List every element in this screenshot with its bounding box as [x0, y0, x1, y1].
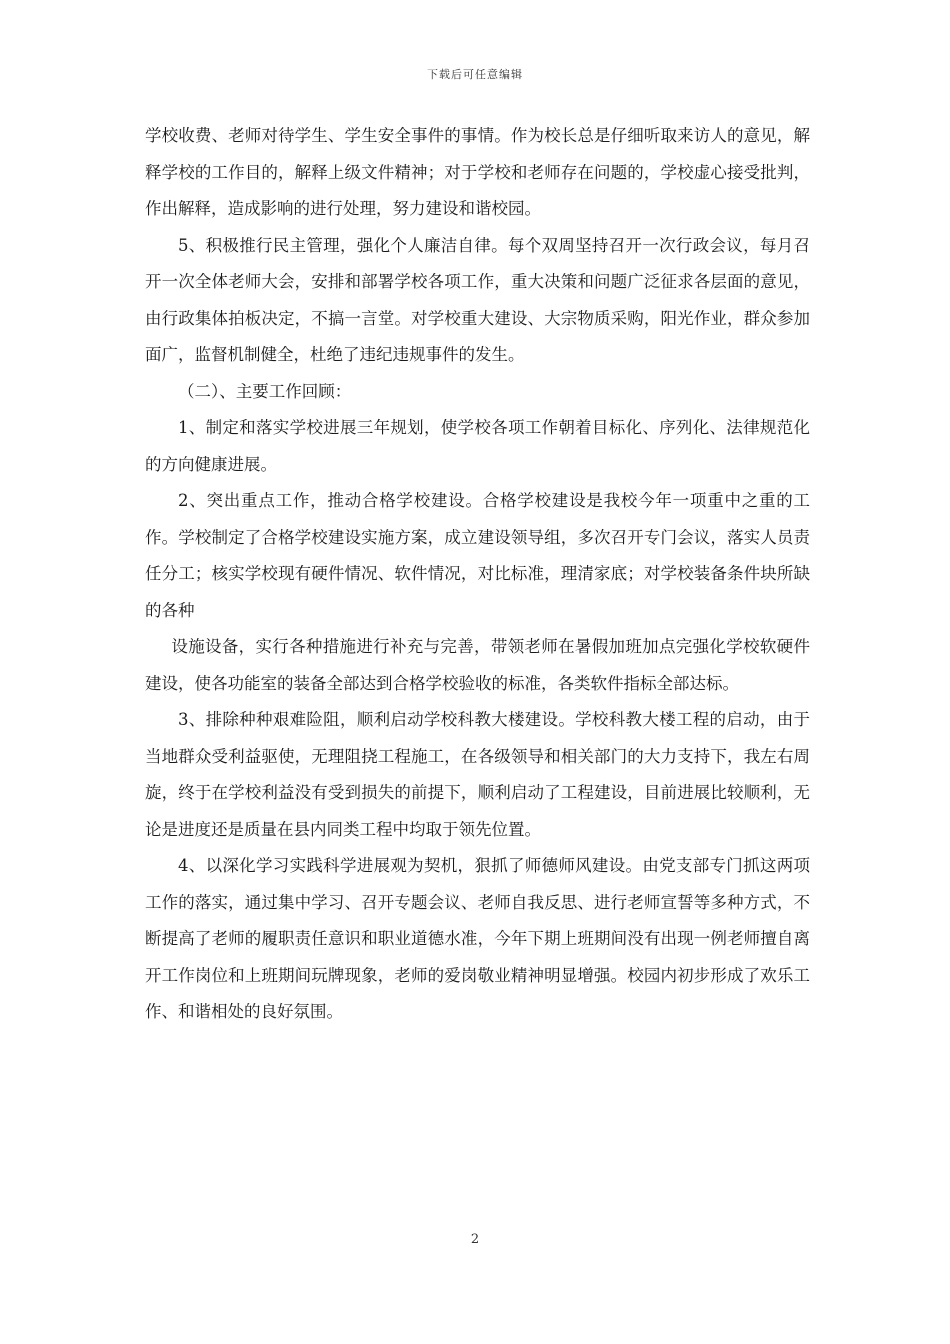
document-body — [145, 118, 810, 1031]
page-header: 下载后可任意编辑 — [427, 68, 523, 81]
paragraph-item-5: 5、积极推行民主管理，强化个人廉洁自律。每个双周坚持召开一次行政会议，每月召开一次全体老师大会，安排和部署学校各项工作，重大决策和问题广泛征求各层面的意见，由行政集体拍板决定，不搞一言堂。对学校重大建设、大宗物质采购，阳光作业，群众参加面广，监督机制健全，杜绝了违纪违规事件的发生。 — [145, 235, 810, 364]
paragraph-item-3: 3、排除种种艰难险阻，顺利启动学校科教大楼建设。学校科教大楼工程的启动，由于当地群众受利益驱使，无理阻挠工程施工，在各级领导和相关部门的大力支持下，我左右周旋，终于在学校利益没有受到损失的前提下，顺利启动了工程建设，目前进展比较顺利，无论是进度还是质量在县内同类工程中均取于领先位置。 — [145, 710, 810, 839]
page-number: 2 — [470, 1232, 480, 1247]
section-heading-2: （二）、主要工作回顾： — [178, 381, 352, 401]
paragraph-continuation: 学校收费、老师对待学生、学生安全事件的事情。作为校长总是仔细听取来访人的意见，解释学校的工作目的，解释上级文件精神；对于学校和老师存在问题的，学校虚心接受批判，作出解释，造成影响的进行处理，努力建设和谐校园。 — [145, 126, 810, 218]
paragraph-item-2-continued: 设施设备，实行各种措施进行补充与完善，带领老师在暑假加班加点完强化学校软硬件建设，使各功能室的装备全部达到合格学校验收的标准，各类软件指标全部达标。 — [145, 637, 810, 693]
paragraph-item-2: 2、突出重点工作，推动合格学校建设。合格学校建设是我校今年一项重中之重的工作。学校制定了合格学校建设实施方案，成立建设领导组，多次召开专门会议，落实人员责任分工；核实学校现有硬件情况、软件情况，对比标准，理清家底；对学校装备条件块所缺的各种 — [145, 491, 810, 620]
paragraph-item-1: 1、制定和落实学校进展三年规划，使学校各项工作朝着目标化、序列化、法律规范化的方向健康进展。 — [145, 418, 810, 474]
paragraph-item-4: 4、以深化学习实践科学进展观为契机，狠抓了师德师风建设。由党支部专门抓这两项工作的落实，通过集中学习、召开专题会议、老师自我反思、进行老师宣誓等多种方式，不断提高了老师的履职责任意识和职业道德水准，今年下期上班期间没有出现一例老师擅自离开工作岗位和上班期间玩牌现象，老师的爱岗敬业精神明显增强。校园内初步形成了欢乐工作、和谐相处的良好氛围。 — [145, 856, 810, 1021]
